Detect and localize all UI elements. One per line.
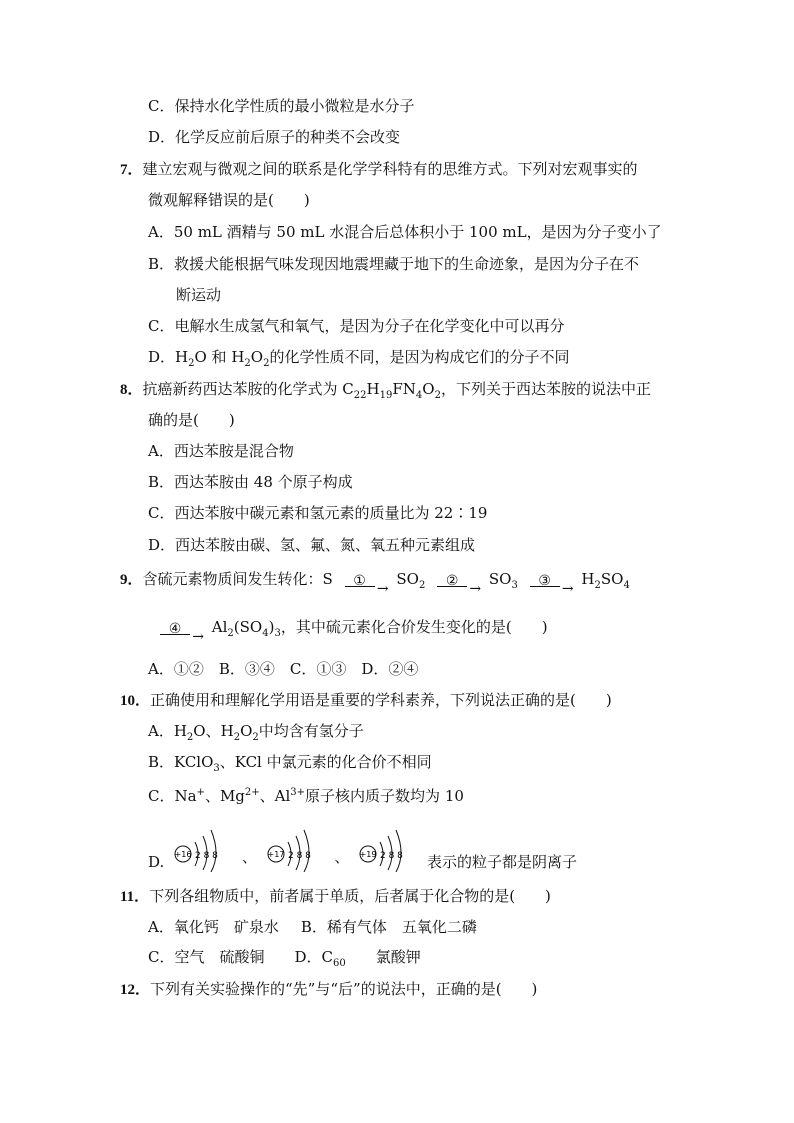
q6-option-c: C．保持水化学性质的最小微粒是水分子 <box>148 97 415 115</box>
q9-so3: SO <box>488 570 512 588</box>
q8-option-a: A．西达苯胺是混合物 <box>148 442 294 460</box>
q7-d-o: O <box>250 348 264 366</box>
q10-b-text: 、KCl 中氯元素的化合价不相同 <box>219 753 432 771</box>
q8-stem-line2: 确的是( ) <box>148 411 235 429</box>
q10-stem <box>120 690 612 711</box>
atom-1-nucleus: +16 <box>174 850 192 859</box>
q8-option-c: C．西达苯胺中碳元素和氢元素的质量比为 22∶19 <box>148 504 488 522</box>
q11-options-row2 <box>148 947 421 974</box>
q9-step-2: ② <box>445 572 459 589</box>
q6-option-d: D．化学反应前后原子的种类不会改变 <box>148 128 401 146</box>
atom-structure-diagram-2 <box>266 824 326 872</box>
q9-so2: SO <box>396 570 419 588</box>
q12-number: 12． <box>120 982 151 998</box>
q8-formula-fn: FN <box>392 380 416 398</box>
atom-2-shells: 2 8 8 <box>287 851 311 861</box>
q7-d-mid: O 和 H <box>194 348 245 366</box>
q7-option-b-line1: B．救援犬能根据气味发现因地震埋藏于地下的生命迹象，是因为分子在不 <box>148 255 640 273</box>
q9-stem-line2: ④ → $Al_2(SO_4)_3$，其中硫元素化合价发生变化的是( ) <box>155 614 548 647</box>
q11-stem-text: 下列各组物质中，前者属于单质，后者属于化合物的是( ) <box>149 887 551 905</box>
q9-step-3: ③ <box>538 572 551 589</box>
q10-a-text: 中均含有氢分子 <box>258 722 364 740</box>
q10-option-a: A．$H_2O$、$H_2O_2$中均含有氢分子 <box>148 722 364 743</box>
q9-arrow-4 <box>155 622 195 635</box>
q10-number: 10． <box>120 693 151 709</box>
q9-arrow-2 <box>432 574 472 587</box>
q9-number: 9． <box>120 572 143 588</box>
q10-option-b: B．KClO$_3$、KCl 中氯元素的化合价不相同 <box>148 753 432 774</box>
q11-option-d-prefix: D．C <box>294 948 333 966</box>
q9-al-paren: ) <box>268 618 275 636</box>
q11-option-d-sub: 60 <box>333 958 346 969</box>
q10-separator-1: 、 <box>241 848 257 866</box>
q11-option-d-suffix: 氯酸钾 <box>345 948 421 966</box>
q7-option-b-line2: 断运动 <box>176 286 222 304</box>
q10-d-label: D. <box>148 853 165 871</box>
q8-stem-line1: 8．抗癌新药西达苯胺的化学式为 $C_{22}H_{19}FN_4O_2$，下列关于西达苯胺的说法中正 <box>120 380 651 401</box>
q10-separator-2: 、 <box>334 848 350 866</box>
q9-options: A．①② B．③④ C．①③ D．②④ <box>148 660 419 678</box>
q10-a-mid: O、H <box>193 722 234 740</box>
q9-stem-prefix: 含硫元素物质间发生转化：S <box>142 570 333 588</box>
atom-structure-diagram-1 <box>173 824 233 872</box>
q11-stem <box>120 886 551 907</box>
q11-option-a: A．氧化钙 矿泉水 <box>148 918 279 936</box>
q10-option-c: C．Na+、$Mg^{2+}$、$Al^{3+}$原子核内质子数均为 10 <box>148 787 464 805</box>
q9-al-so: (SO <box>233 618 263 636</box>
atom-3-shells: 2 8 8 <box>380 851 404 861</box>
q7-d-h: D．H <box>148 348 189 366</box>
q11-options-row1 <box>148 917 477 937</box>
q9-h2so4-so: SO <box>600 570 624 588</box>
q9-step-4: ④ <box>168 620 182 637</box>
q8-stem-prefix: 抗癌新药西达苯胺的化学式为 C <box>142 380 354 398</box>
q11-option-b: B．稀有气体 五氧化二磷 <box>300 918 477 936</box>
atom-2-nucleus: +17 <box>267 850 285 859</box>
q8-option-b: B．西达苯胺由 48 个原子构成 <box>148 473 353 491</box>
atom-structure-diagram-3 <box>358 824 418 872</box>
q10-stem-text: 正确使用和理解化学用语是重要的学科素养，下列说法正确的是( ) <box>150 691 612 709</box>
atom-3-nucleus: +19 <box>359 850 377 859</box>
q8-number: 8． <box>120 382 143 398</box>
q7-option-c: C．电解水生成氢气和氧气，是因为分子在化学变化中可以再分 <box>148 317 565 335</box>
q12-stem <box>120 979 537 1000</box>
q7-option-a: A．50 mL 酒精与 50 mL 水混合后总体积小于 100 mL，是因为分子变小了 <box>148 223 662 241</box>
q9-h2so4-h: H <box>581 570 595 588</box>
q10-c-al: 、Al <box>259 787 291 805</box>
q10-d-text: 表示的粒子都是阴离子 <box>426 853 577 871</box>
q12-stem-text: 下列有关实验操作的“先”与“后”的说法中，正确的是( ) <box>150 980 538 998</box>
q7-d-text: 的化学性质不同，是因为构成它们的分子不同 <box>269 348 570 366</box>
q7-stem-line2: 微观解释错误的是( ) <box>148 191 310 209</box>
q7-option-d: D．$H_2O$ 和 $H_2O_2$的化学性质不同，是因为构成它们的分子不同 <box>148 348 570 369</box>
q11-option-c: C．空气 硫酸铜 <box>148 948 265 966</box>
q7-number: 7． <box>120 162 143 178</box>
q9-arrow-3 <box>525 574 565 587</box>
q10-a-o: O <box>240 722 253 740</box>
q8-option-d: D．西达苯胺由碳、氢、氟、氮、氧五种元素组成 <box>148 536 476 554</box>
q10-b-kclo: B．KClO <box>148 753 214 771</box>
q8-formula-h: H <box>366 380 380 398</box>
q9-stem-suffix: ，其中硫元素化合价发生变化的是( ) <box>280 618 548 636</box>
q7-stem-line1 <box>120 159 638 180</box>
q9-stem-line1: 9．含硫元素物质间发生转化：S ① → $SO_2$ ② → $SO_3$ ③ → $H_2SO_4$ <box>120 566 630 599</box>
q7-stem: 建立宏观与微观之间的联系是化学学科特有的思维方式。下列对宏观事实的 <box>142 160 638 178</box>
q10-option-d <box>148 812 577 872</box>
q9-arrow-1 <box>340 574 380 587</box>
q10-c-na: C．Na <box>148 787 197 805</box>
q9-al: Al <box>211 618 228 636</box>
q8-formula-o: O <box>422 380 435 398</box>
q10-a-h: A．H <box>148 722 187 740</box>
atom-1-shells: 2 8 8 <box>195 851 218 861</box>
q10-c-text: 原子核内质子数均为 10 <box>305 787 464 805</box>
q8-stem-suffix: ，下列关于西达苯胺的说法中正 <box>440 380 651 398</box>
q9-step-1: ① <box>353 572 366 589</box>
q11-number: 11． <box>120 889 150 905</box>
q10-c-mg: 、Mg <box>204 787 245 805</box>
